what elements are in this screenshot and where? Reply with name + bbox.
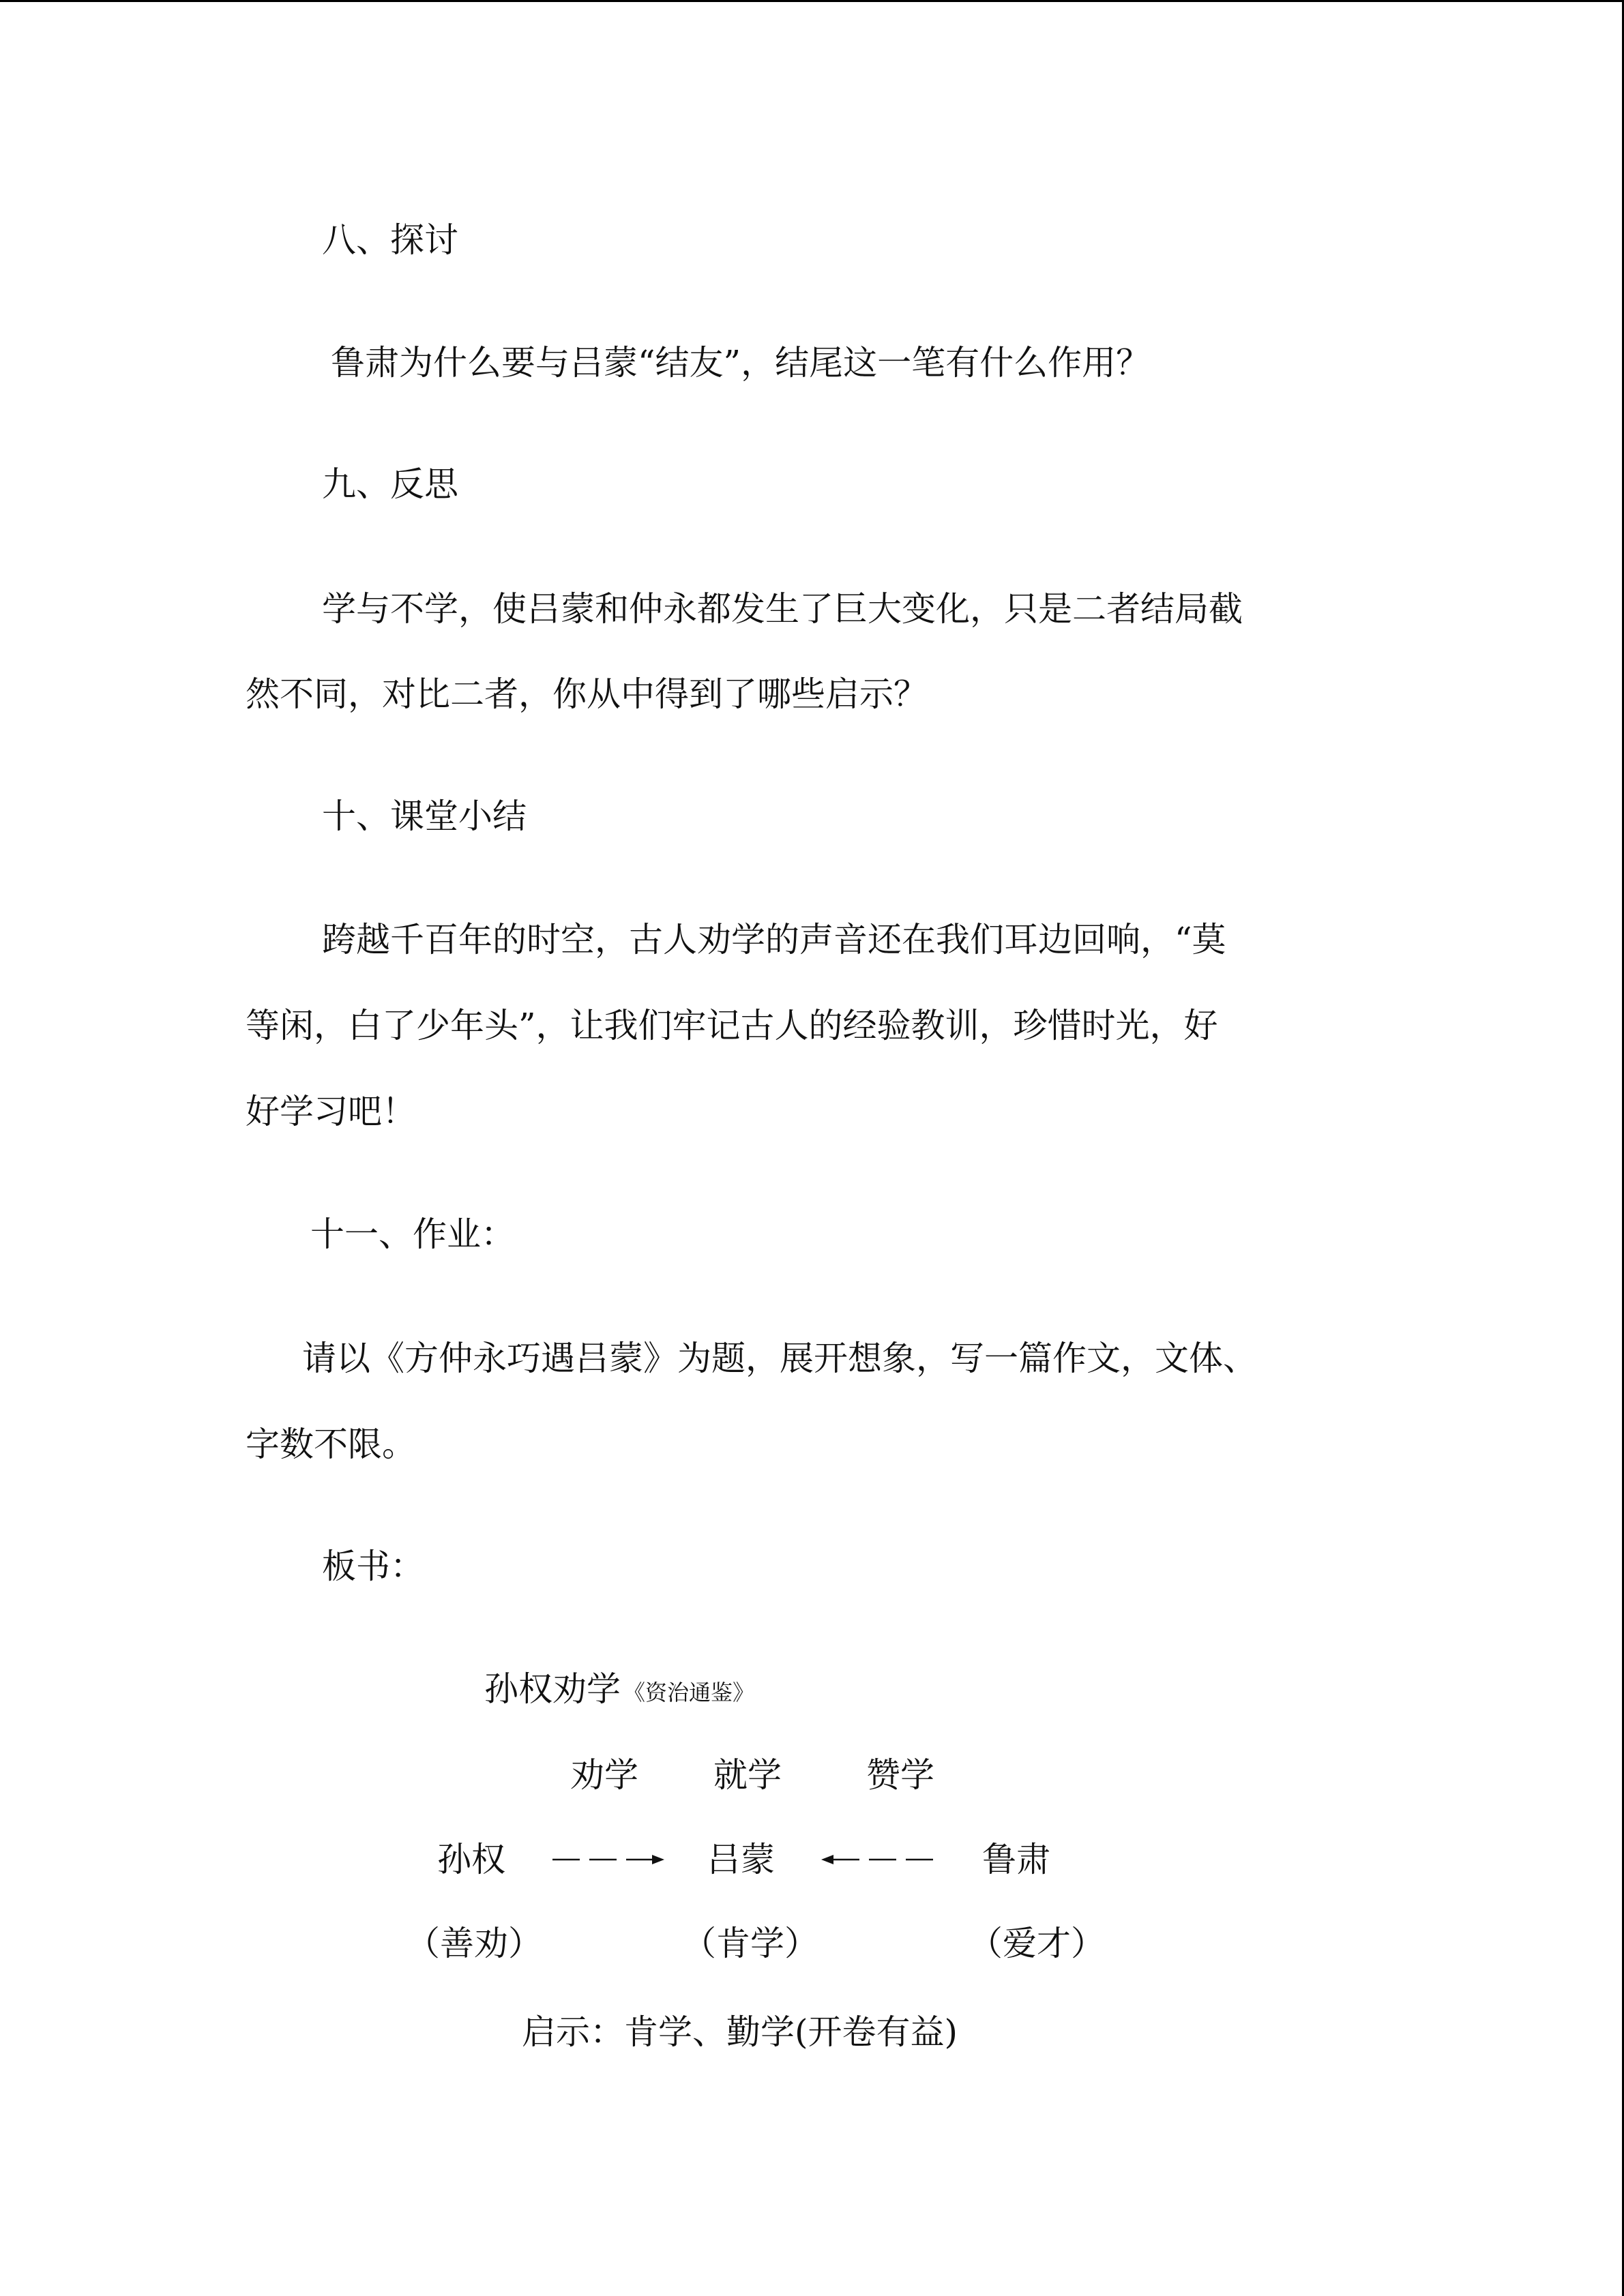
board-heading: 板书： xyxy=(322,1547,424,1586)
summary-line-2: 等闲，白了少年头”，让我们牢记古人的经验教训，珍惜时光，好 xyxy=(246,1006,1218,1045)
summary-line-1: 跨越千百年的时空，古人劝学的声音还在我们耳边回响，“莫 xyxy=(322,920,1226,959)
reflect-heading: 九、反思 xyxy=(322,464,458,504)
board-action-quanxue: 劝学 xyxy=(570,1755,638,1795)
board-insight: 启示：肯学、勤学(开卷有益) xyxy=(522,2012,958,2052)
summary-heading: 十、课堂小结 xyxy=(322,796,527,836)
homework-line-2: 字数不限。 xyxy=(246,1425,416,1464)
board-person-lvmeng: 吕蒙 xyxy=(707,1840,775,1879)
board-person-sunquan: 孙权 xyxy=(437,1840,505,1879)
page-border-top xyxy=(0,0,1624,2)
board-trait-shanquan: （善劝） xyxy=(406,1924,542,1963)
arrow-left-icon xyxy=(818,1846,934,1873)
reflect-line-1: 学与不学，使吕蒙和仲永都发生了巨大变化，只是二者结局截 xyxy=(322,589,1243,629)
board-action-zanxue: 赞学 xyxy=(866,1755,934,1795)
homework-line-1: 请以《方仲永巧遇吕蒙》为题，展开想象，写一篇作文，文体、 xyxy=(302,1339,1257,1378)
homework-heading: 十一、作业： xyxy=(310,1214,515,1254)
arrow-right-icon xyxy=(551,1846,667,1873)
summary-line-3: 好学习吧！ xyxy=(246,1092,416,1131)
board-trait-aicai: （爱才） xyxy=(969,1924,1105,1963)
discuss-heading: 八、探讨 xyxy=(322,220,458,260)
reflect-line-2: 然不同，对比二者，你从中得到了哪些启示？ xyxy=(246,674,928,714)
board-person-lusu: 鲁肃 xyxy=(982,1840,1050,1879)
board-trait-kenxue: （肯学） xyxy=(682,1924,818,1963)
board-source: 《资治通鉴》 xyxy=(623,1680,755,1705)
discuss-question: 鲁肃为什么要与吕蒙“结友”，结尾这一笔有什么作用？ xyxy=(331,343,1151,383)
board-action-jiuxue: 就学 xyxy=(713,1755,782,1795)
board-title: 孙权劝学 xyxy=(484,1669,621,1709)
